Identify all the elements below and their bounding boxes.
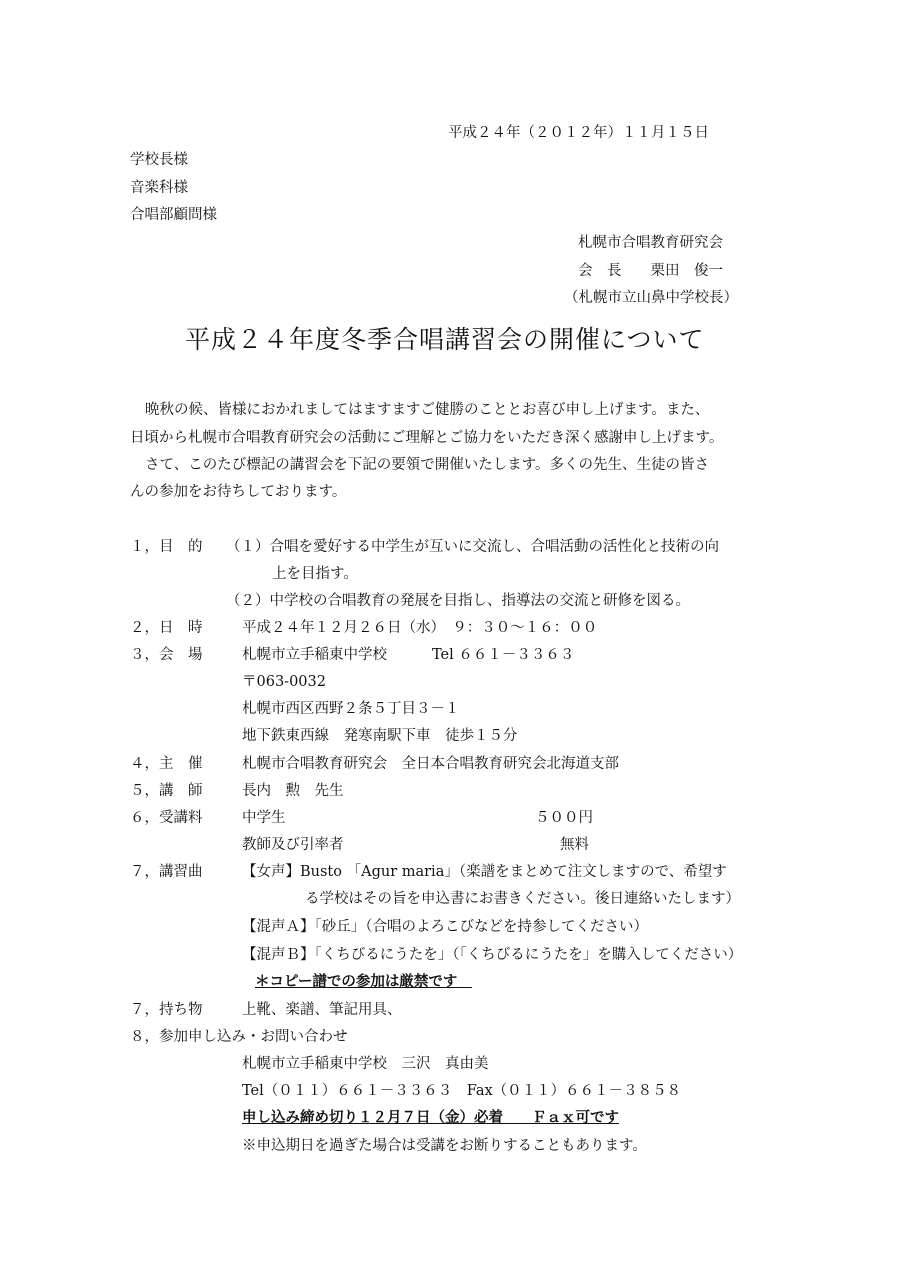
body-line: 日頃から札幌市合唱教育研究会の活動にご理解とご協力をいただき深く感謝申し上げます。 <box>130 430 724 446</box>
recipient: 音楽科様 <box>130 180 188 196</box>
apply-phone: Tel（０１１）６６１－３３６３ Fax（０１１）６６１－３８５８ <box>242 1083 682 1099</box>
venue-tel: Tel ６６１－３３６３ <box>432 647 575 663</box>
apply-note: ※申込期日を過ぎた場合は受講をお断りすることもあります。 <box>242 1138 647 1154</box>
copy-warning: ＊コピー譜での参加は厳禁です <box>255 973 472 990</box>
item-label-datetime: ２，日 時 <box>130 620 203 636</box>
sender-org: 札幌市合唱教育研究会 <box>578 235 723 251</box>
body-line: さて、このたび標記の講習会を下記の要領で開催いたします。多くの先生、生徒の皆さ <box>145 457 710 473</box>
purpose-1-cont: 上を目指す。 <box>272 566 358 582</box>
sender-name: 会 長 栗田 俊一 <box>578 263 723 279</box>
recipient: 学校長様 <box>130 152 188 168</box>
apply-deadline: 申し込み締め切り１２月７日（金）必着 Ｆａｘ可です <box>242 1109 619 1126</box>
fee-amount: 無料 <box>560 837 589 853</box>
datetime-value: 平成２４年１２月２６日（水） ９：３０～１６：００ <box>242 620 598 636</box>
purpose-1: （１）合唱を愛好する中学生が互いに交流し、合唱活動の活性化と技術の向 <box>226 539 719 555</box>
item-label-belongings: ７，持ち物 <box>130 1002 203 1018</box>
venue-address: 札幌市西区西野２条５丁目３－１ <box>242 701 460 717</box>
body-line: んの参加をお待ちしております。 <box>130 484 347 500</box>
venue-name: 札幌市立手稲東中学校 <box>242 647 387 663</box>
document-date: 平成２４年（２０１２年）１１月１５日 <box>448 125 709 141</box>
fee-who: 教師及び引率者 <box>242 837 344 853</box>
document-title: 平成２４年度冬季合唱講習会の開催について <box>185 325 705 354</box>
song-mixed-a: 【混声Ａ】「砂丘」（合唱のよろこびなどを持参してください） <box>242 919 648 935</box>
body-line: 晩秋の候、皆様におかれましてはますますご健勝のこととお喜び申し上げます。また、 <box>145 402 710 418</box>
item-label-host: ４，主 催 <box>130 756 203 772</box>
item-label-apply: ８，参加申し込み・お問い合わせ <box>130 1029 348 1045</box>
item-label-lecturer: ５，講 師 <box>130 783 203 799</box>
host-value: 札幌市合唱教育研究会 全日本合唱教育研究会北海道支部 <box>242 756 619 772</box>
fee-amount: ５００円 <box>535 810 593 826</box>
item-label-songs: ７，講習曲 <box>130 864 203 880</box>
recipient: 合唱部顧問様 <box>130 207 217 223</box>
apply-contact: 札幌市立手稲東中学校 三沢 真由美 <box>242 1056 489 1072</box>
item-label-venue: ３，会 場 <box>130 647 203 663</box>
item-label-fee: ６，受講料 <box>130 810 203 826</box>
sender-affiliation: （札幌市立山鼻中学校長） <box>564 290 738 306</box>
fee-who: 中学生 <box>242 810 286 826</box>
song-mixed-b: 【混声Ｂ】「くちびるにうたを」（「くちびるにうたを」を購入してください） <box>242 947 743 963</box>
venue-access: 地下鉄東西線 発寒南駅下車 徒歩１５分 <box>242 728 518 744</box>
venue-postal: 〒063-0032 <box>242 674 326 690</box>
purpose-2: （２）中学校の合唱教育の発展を目指し、指導法の交流と研修を図る。 <box>226 593 690 609</box>
belongings-value: 上靴、楽譜、筆記用具、 <box>242 1002 402 1018</box>
song-female-cont: る学校はその旨を申込書にお書きください。後日連絡いたします） <box>305 891 740 907</box>
song-female: 【女声】Busto 「Agur maria」（楽譜をまとめて注文しますので、希望す <box>242 864 727 880</box>
lecturer-value: 長内 勲 先生 <box>242 783 344 799</box>
item-label-purpose: １，目 的 <box>130 539 203 555</box>
